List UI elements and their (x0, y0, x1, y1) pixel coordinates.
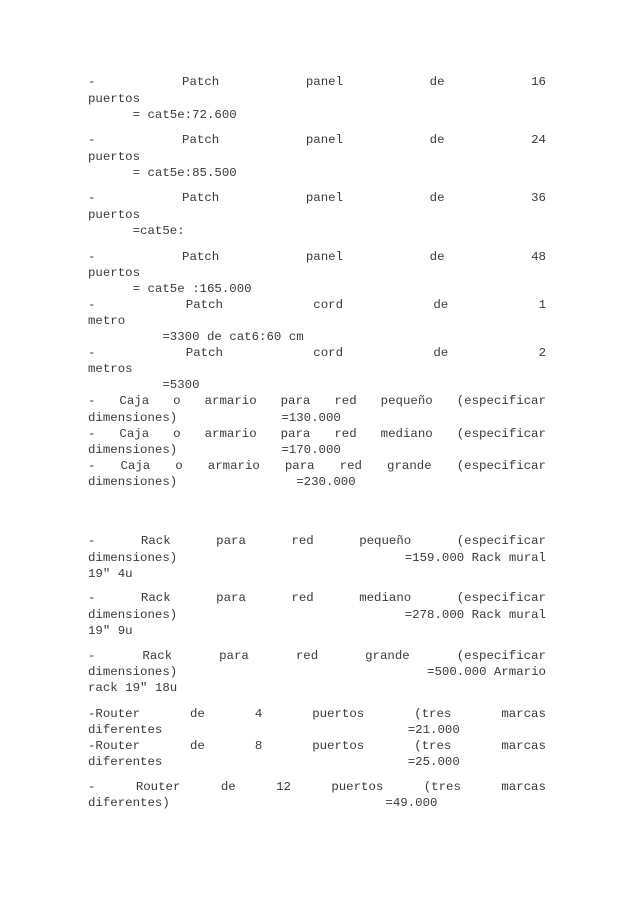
text-segment: marcas (501, 780, 546, 794)
item-2-line-3: =cat5e: (88, 224, 185, 238)
text-segment: Caja (119, 394, 150, 408)
text-segment: marcas (501, 739, 546, 753)
text-segment: =500.000 Armario (427, 665, 546, 679)
text-segment: de (429, 75, 445, 89)
text-segment: (tres (414, 707, 452, 721)
text-segment: -Router (88, 707, 141, 721)
item-10-line-2 (88, 607, 546, 624)
text-segment: red (339, 459, 362, 473)
text-segment: Patch (185, 346, 223, 360)
text-segment: mediano (380, 427, 433, 441)
text-segment: pequeño (359, 534, 412, 548)
text-segment: (tres (423, 780, 461, 794)
text-segment: - (88, 427, 96, 441)
text-segment: (especificar (456, 459, 546, 473)
text-segment: Rack (142, 649, 173, 663)
text-segment: de (433, 346, 449, 360)
text-segment: cord (313, 346, 344, 360)
item-5-line-1 (88, 345, 546, 362)
text-segment: de (429, 250, 445, 264)
text-segment: - (88, 133, 96, 147)
text-segment: 16 (531, 75, 546, 89)
text-segment: 2 (538, 346, 546, 360)
text-segment: o (175, 459, 183, 473)
text-segment: Router (135, 780, 181, 794)
text-segment: Rack (140, 591, 171, 605)
text-segment: cord (313, 298, 344, 312)
text-segment: (especificar (456, 649, 546, 663)
text-segment: Patch (185, 298, 223, 312)
text-segment: 12 (276, 780, 291, 794)
text-segment: para (284, 459, 315, 473)
item-1-line-1 (88, 132, 546, 149)
item-2-line-2: puertos (88, 208, 141, 222)
item-12-line-2: diferentes =21.000 (88, 723, 460, 737)
item-5-line-3: =5300 (88, 378, 200, 392)
item-9-line-2 (88, 550, 546, 567)
item-5-line-2: metros (88, 362, 133, 376)
text-segment: armario (207, 459, 260, 473)
text-segment: de (429, 191, 445, 205)
text-segment: mediano (359, 591, 412, 605)
text-segment: red (291, 591, 314, 605)
text-segment: -Router (88, 739, 141, 753)
item-10-line-3: 19" 9u (88, 624, 133, 638)
text-segment: 24 (531, 133, 546, 147)
text-segment: puertos (312, 707, 365, 721)
item-10-line-1 (88, 590, 546, 607)
text-segment: (especificar (456, 394, 546, 408)
text-segment: Caja (120, 459, 151, 473)
item-11-line-1 (88, 648, 546, 665)
item-11-line-3: rack 19" 18u (88, 681, 178, 695)
text-segment: Patch (182, 75, 220, 89)
item-8-line-2: dimensiones) =230.000 (88, 475, 356, 489)
text-segment: Patch (182, 191, 220, 205)
text-segment: Patch (182, 250, 220, 264)
text-segment: =278.000 Rack mural (404, 608, 546, 622)
text-segment: - (88, 459, 96, 473)
item-7-line-2: dimensiones) =170.000 (88, 443, 341, 457)
item-9-line-1 (88, 533, 546, 550)
item-13-line-1 (88, 738, 546, 755)
text-segment: para (280, 427, 311, 441)
text-segment: dimensiones) (88, 665, 178, 679)
item-14-line-2: diferentes) =49.000 (88, 796, 438, 810)
item-4-line-3: =3300 de cat6:60 cm (88, 330, 304, 344)
text-segment: Rack (140, 534, 171, 548)
item-3-line-2: puertos (88, 266, 141, 280)
text-segment: o (173, 427, 181, 441)
text-segment: - (88, 346, 96, 360)
text-segment: 8 (254, 739, 263, 753)
text-segment: - (88, 591, 96, 605)
text-segment: marcas (501, 707, 546, 721)
item-3-line-1 (88, 249, 546, 266)
item-0-line-3: = cat5e:72.600 (88, 108, 237, 122)
text-segment: - (88, 649, 96, 663)
text-segment: - (88, 191, 96, 205)
text-segment: 48 (531, 250, 546, 264)
text-segment: de (433, 298, 449, 312)
item-6-line-2: dimensiones) =130.000 (88, 411, 341, 425)
text-segment: red (295, 649, 319, 663)
item-14-line-1 (88, 779, 546, 796)
text-segment: panel (305, 133, 344, 147)
text-segment: panel (305, 191, 344, 205)
text-segment: Caja (119, 427, 150, 441)
text-segment: panel (305, 250, 344, 264)
text-segment: o (173, 394, 181, 408)
text-segment: armario (204, 394, 257, 408)
text-segment: (especificar (456, 591, 546, 605)
text-segment: grande (387, 459, 432, 473)
text-segment: red (334, 427, 357, 441)
item-6-line-1 (88, 393, 546, 410)
item-0-line-1 (88, 74, 546, 91)
text-segment: (especificar (456, 534, 546, 548)
text-segment: para (280, 394, 311, 408)
item-3-line-3: = cat5e :165.000 (88, 282, 252, 296)
text-segment: - (88, 780, 96, 794)
text-segment: panel (305, 75, 344, 89)
text-segment: para (216, 591, 246, 605)
text-segment: armario (204, 427, 257, 441)
text-segment: grande (365, 649, 410, 663)
text-segment: 36 (531, 191, 546, 205)
text-segment: de (190, 707, 205, 721)
item-0-line-2: puertos (88, 92, 141, 106)
item-4-line-2: metro (88, 314, 126, 328)
text-segment: (tres (414, 739, 452, 753)
text-segment: dimensiones) (88, 608, 178, 622)
item-1-line-2: puertos (88, 150, 141, 164)
item-11-line-2 (88, 664, 546, 681)
item-13-line-2: diferentes =25.000 (88, 755, 460, 769)
text-segment: =159.000 Rack mural (404, 551, 546, 565)
text-segment: para (216, 534, 246, 548)
text-segment: - (88, 534, 96, 548)
text-segment: dimensiones) (88, 551, 178, 565)
item-8-line-1 (88, 458, 546, 475)
text-segment: pequeño (380, 394, 433, 408)
item-12-line-1 (88, 706, 546, 723)
text-segment: de (429, 133, 445, 147)
text-segment: puertos (312, 739, 365, 753)
text-segment: para (219, 649, 249, 663)
item-4-line-1 (88, 297, 546, 314)
text-segment: (especificar (456, 427, 546, 441)
text-segment: de (190, 739, 205, 753)
text-segment: - (88, 394, 96, 408)
item-9-line-3: 19" 4u (88, 567, 133, 581)
text-segment: 1 (538, 298, 546, 312)
text-segment: - (88, 75, 96, 89)
text-segment: Patch (182, 133, 220, 147)
text-segment: de (220, 780, 236, 794)
text-segment: red (334, 394, 357, 408)
item-1-line-3: = cat5e:85.500 (88, 166, 237, 180)
text-segment: - (88, 250, 96, 264)
item-2-line-1 (88, 190, 546, 207)
text-segment: 4 (254, 707, 263, 721)
text-segment: red (291, 534, 314, 548)
text-segment: puertos (331, 780, 384, 794)
text-segment: - (88, 298, 96, 312)
item-7-line-1 (88, 426, 546, 443)
